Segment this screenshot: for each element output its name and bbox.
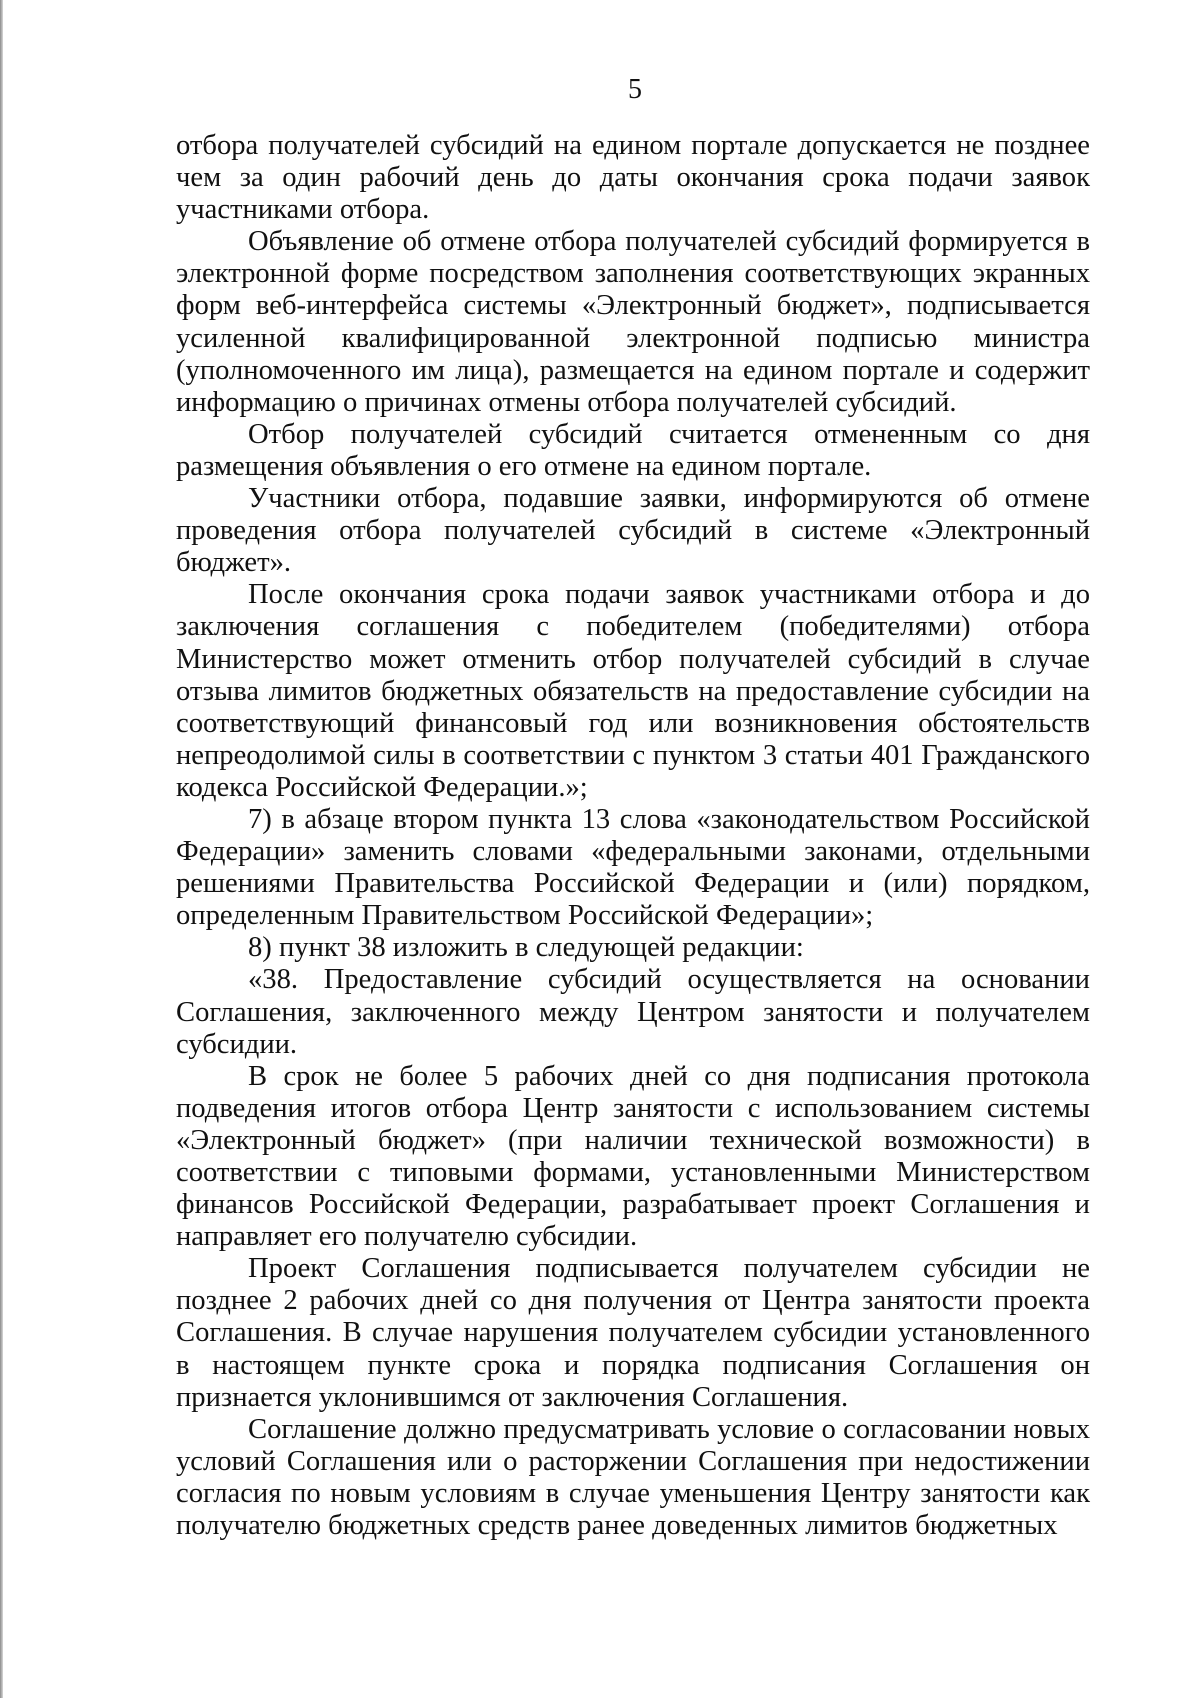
paragraph-ministry-may-cancel: После окончания срока подачи заявок участниками отбора и до заключения соглашения с победителем (победителями) отбора Министерство может отменить отбор получателей субсидий в случае отзыва лимитов бюджетных обязательств на предоставление субсидии на соответствующий финансовый год или возникновения обстоятельств непреодолимой силы в соответствии с пунктом 3 статьи 401 Гражданского кодекса Российской Федерации.»; bbox=[176, 579, 1090, 803]
document-body bbox=[176, 130, 1090, 1542]
scan-left-edge bbox=[0, 0, 3, 1698]
paragraph-selection-cancelled: Отбор получателей субсидий считается отмененным со дня размещения объявления о его отмене на едином портале. bbox=[176, 418, 1090, 482]
paragraph-agreement-conditions: Соглашение должно предусматривать условие о согласовании новых условий Соглашения или о расторжении Соглашения при недостижении согласия по новым условиям в случае уменьшения Центру занятости как получателю бюджетных средств ранее доведенных лимитов бюджетных bbox=[176, 1413, 1090, 1542]
paragraph-participants-informed: Участники отбора, подавшие заявки, информируются об отмене проведения отбора получателей субсидий в системе «Электронный бюджет». bbox=[176, 483, 1090, 579]
paragraph-item-7: 7) в абзаце втором пункта 13 слова «законодательством Российской Федерации» заменить словами «федеральными законами, отдельными решениями Правительства Российской Федерации и (или) порядком, определенным Правительством Российской Федерации»; bbox=[176, 803, 1090, 932]
page-number: 5 bbox=[628, 74, 642, 105]
paragraph-continuation: отбора получателей субсидий на едином портале допускается не позднее чем за один рабочий день до даты окончания срока подачи заявок участниками отбора. bbox=[176, 130, 1090, 226]
paragraph-item-8: 8) пункт 38 изложить в следующей редакции: bbox=[248, 932, 804, 964]
paragraph-cancellation-announcement: Объявление об отмене отбора получателей субсидий формируется в электронной форме посредством заполнения соответствующих экранных форм веб-интерфейса системы «Электронный бюджет», подписывается усиленной квалифицированной электронной подписью министра (уполномоченного им лица), размещается на едином портале и содержит информацию о причинах отмены отбора получателей субсидий. bbox=[176, 226, 1090, 418]
paragraph-agreement-signing: Проект Соглашения подписывается получателем субсидии не позднее 2 рабочих дней со дня получения от Центра занятости проекта Соглашения. В случае нарушения получателем субсидии установленного в настоящем пункте срока и порядка подписания Соглашения он признается уклонившимся от заключения Соглашения. bbox=[176, 1253, 1090, 1413]
paragraph-clause-38: «38. Предоставление субсидий осуществляется на основании Соглашения, заключенного между Центром занятости и получателем субсидии. bbox=[176, 964, 1090, 1060]
paragraph-agreement-deadline: В срок не более 5 рабочих дней со дня подписания протокола подведения итогов отбора Центр занятости с использованием системы «Электронный бюджет» (при наличии технической возможности) в соответствии с типовыми формами, установленными Министерством финансов Российской Федерации, разрабатывает проект Соглашения и направляет его получателю субсидии. bbox=[176, 1060, 1090, 1253]
